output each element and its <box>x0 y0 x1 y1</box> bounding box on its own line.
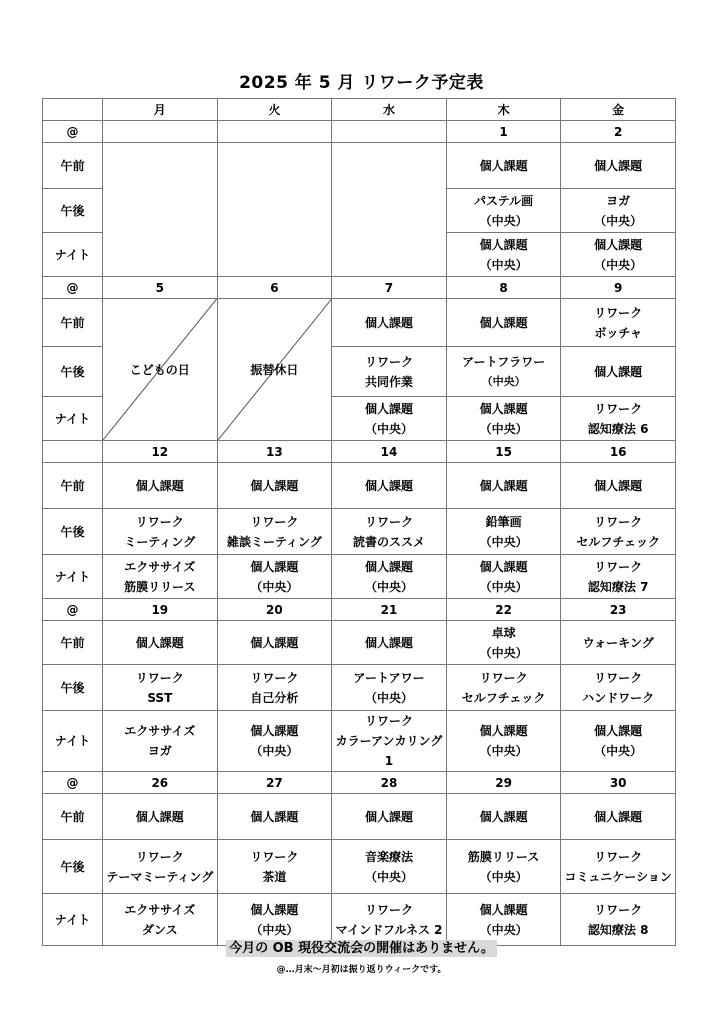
location-text: （中央） <box>250 922 299 937</box>
date-cell: 21 <box>332 599 447 621</box>
activity-text: 認知療法 7 <box>587 579 649 594</box>
activity-text: 個人課題 <box>479 401 528 416</box>
holiday-cell <box>103 299 218 441</box>
day-header-fri: 金 <box>561 99 676 121</box>
location-text: （中央） <box>479 922 528 937</box>
activity-text: リワーク <box>594 670 643 685</box>
location-text: （中央） <box>479 213 528 228</box>
schedule-cell <box>561 397 676 441</box>
date-cell: 29 <box>446 772 561 794</box>
row-label-pm: 午後 <box>43 840 103 894</box>
activity-text: 個人課題 <box>479 559 528 574</box>
day-header-tue: 火 <box>217 99 332 121</box>
holiday-cell <box>217 299 332 441</box>
activity-text: ボッチャ <box>594 325 642 340</box>
row-label-am: 午前 <box>43 143 103 189</box>
activity-text: 個人課題 <box>250 559 299 574</box>
date-cell: 19 <box>103 599 218 621</box>
activity-text: SST <box>147 690 173 705</box>
activity-text: 鉛筆画 <box>485 514 522 529</box>
am-row <box>43 299 676 347</box>
schedule-cell <box>103 509 218 555</box>
activity-text: リワーク <box>250 670 299 685</box>
activity-text: リワーク <box>594 849 643 864</box>
activity-text: 筋膜リリース <box>124 579 196 594</box>
date-cell: 9 <box>561 277 676 299</box>
location-text: （中央） <box>479 744 528 758</box>
date-cell: 16 <box>561 441 676 463</box>
notice-text: 今月の OB 現役交流会の開催はありません。 <box>226 940 497 957</box>
location-text: （中央） <box>364 869 413 884</box>
schedule-cell <box>332 397 447 441</box>
activity-text: 筋膜リリース <box>467 849 540 864</box>
activity-text: リワーク <box>135 849 184 864</box>
empty-cell <box>217 143 332 277</box>
location-text: （中央） <box>479 534 528 549</box>
schedule-cell <box>332 665 447 711</box>
schedule-cell: 個人課題 <box>217 621 332 665</box>
schedule-cell <box>446 347 561 397</box>
am-row <box>43 143 676 189</box>
activity-text: リワーク <box>594 559 643 574</box>
schedule-cell: 個人課題 <box>561 347 676 397</box>
date-row <box>43 599 676 621</box>
empty-cell <box>103 143 218 277</box>
schedule-cell: 個人課題 <box>446 463 561 509</box>
schedule-cell <box>332 840 447 894</box>
row-label-am: 午前 <box>43 299 103 347</box>
day-header-mon: 月 <box>103 99 218 121</box>
activity-text: リワーク <box>594 305 643 320</box>
activity-text: リワーク <box>594 514 643 529</box>
row-label-at: @ <box>43 599 103 621</box>
row-label-am: 午前 <box>43 794 103 840</box>
row-label-at: @ <box>43 121 103 143</box>
holiday-label: こどもの日 <box>129 362 190 377</box>
activity-text: 共同作業 <box>364 374 413 389</box>
schedule-cell <box>103 840 218 894</box>
schedule-cell: 個人課題 <box>561 463 676 509</box>
row-label-am: 午前 <box>43 621 103 665</box>
schedule-cell: 個人課題 <box>446 143 561 189</box>
schedule-cell <box>446 189 561 233</box>
activity-text: 個人課題 <box>364 401 413 416</box>
schedule-cell <box>446 397 561 441</box>
location-text: （中央） <box>364 421 413 436</box>
schedule-cell: 個人課題 <box>332 299 447 347</box>
date-cell: 15 <box>446 441 561 463</box>
location-text: （中央） <box>594 257 643 272</box>
activity-text: 個人課題 <box>479 902 528 917</box>
schedule-cell <box>217 509 332 555</box>
location-text: （中央） <box>364 690 413 705</box>
row-label-pm: 午後 <box>43 665 103 711</box>
am-row <box>43 794 676 840</box>
schedule-cell <box>561 509 676 555</box>
schedule-cell: 個人課題 <box>103 794 218 840</box>
location-text: （中央） <box>364 579 413 594</box>
activity-text: コミュニケーション <box>564 869 672 884</box>
activity-text: リワーク <box>364 354 413 369</box>
location-text: （中央） <box>479 579 528 594</box>
schedule-cell <box>561 665 676 711</box>
activity-text: 個人課題 <box>479 237 528 252</box>
activity-text: リワーク <box>364 714 413 728</box>
date-cell: 23 <box>561 599 676 621</box>
date-cell <box>217 121 332 143</box>
pm-row <box>43 840 676 894</box>
activity-text: 個人課題 <box>594 724 643 738</box>
row-label-night: ナイト <box>43 233 103 277</box>
location-text: （中央） <box>594 213 643 228</box>
schedule-cell <box>217 711 332 772</box>
row-label-at: @ <box>43 772 103 794</box>
schedule-cell: 個人課題 <box>217 463 332 509</box>
date-cell: 12 <box>103 441 218 463</box>
schedule-cell <box>332 711 447 772</box>
date-row <box>43 277 676 299</box>
footnote: @…月末～月初は振り返りウィークです。 <box>276 965 447 975</box>
schedule-cell <box>446 621 561 665</box>
date-cell: 30 <box>561 772 676 794</box>
am-row <box>43 621 676 665</box>
activity-text: アートアワー <box>353 670 425 685</box>
corner-cell <box>43 99 103 121</box>
schedule-cell: 個人課題 <box>561 143 676 189</box>
activity-text: ヨガ <box>147 744 172 758</box>
schedule-cell <box>103 555 218 599</box>
schedule-cell: 個人課題 <box>332 621 447 665</box>
activity-text: 自己分析 <box>250 690 299 705</box>
pm-row <box>43 665 676 711</box>
activity-text: 雑談ミーティング <box>226 534 322 549</box>
row-label-am: 午前 <box>43 463 103 509</box>
row-label-night: ナイト <box>43 397 103 441</box>
activity-text: セルフチェック <box>461 690 546 705</box>
activity-text: エクササイズ <box>124 559 196 574</box>
schedule-cell <box>217 555 332 599</box>
activity-text: 読書のススメ <box>352 534 425 549</box>
date-cell: 20 <box>217 599 332 621</box>
row-label-night: ナイト <box>43 555 103 599</box>
date-cell: 26 <box>103 772 218 794</box>
location-text: （中央） <box>479 257 528 272</box>
date-row <box>43 121 676 143</box>
activity-text: エクササイズ <box>124 724 196 738</box>
row-label-pm: 午後 <box>43 509 103 555</box>
activity-text: リワーク <box>594 902 643 917</box>
activity-text: ミーティング <box>124 534 196 549</box>
row-label-empty <box>43 441 103 463</box>
activity-text: 個人課題 <box>479 724 528 738</box>
schedule-cell <box>332 509 447 555</box>
schedule-cell: ウォーキング <box>561 621 676 665</box>
activity-text: リワーク <box>250 514 299 529</box>
schedule-cell: 個人課題 <box>103 463 218 509</box>
activity-text: アートフラワー <box>461 354 546 369</box>
header-row <box>43 99 676 121</box>
activity-text: リワーク <box>479 670 528 685</box>
location-text: （中央） <box>594 744 643 758</box>
row-label-pm: 午後 <box>43 189 103 233</box>
activity-text: 認知療法 6 <box>587 421 649 436</box>
activity-text: リワーク <box>364 514 413 529</box>
row-label-pm: 午後 <box>43 347 103 397</box>
activity-text: リワーク <box>250 849 299 864</box>
schedule-cell <box>446 665 561 711</box>
activity-text: 個人課題 <box>364 559 413 574</box>
activity-text: 個人課題 <box>250 902 299 917</box>
schedule-cell: 個人課題 <box>561 794 676 840</box>
schedule-cell <box>561 711 676 772</box>
schedule-cell: 個人課題 <box>332 794 447 840</box>
activity-text: 茶道 <box>262 869 287 884</box>
schedule-cell <box>561 233 676 277</box>
activity-text: 音楽療法 <box>364 849 413 864</box>
location-text: （中央） <box>250 744 299 758</box>
activity-text: リワーク <box>135 670 184 685</box>
schedule-cell: 個人課題 <box>446 299 561 347</box>
holiday-label: 振替休日 <box>250 362 299 377</box>
activity-text: 個人課題 <box>250 724 299 738</box>
schedule-cell <box>446 840 561 894</box>
date-cell: 6 <box>217 277 332 299</box>
activity-text: 個人課題 <box>594 237 643 252</box>
schedule-cell <box>332 555 447 599</box>
schedule-cell: 個人課題 <box>217 794 332 840</box>
ob-meeting-notice <box>0 937 723 956</box>
night-row <box>43 711 676 772</box>
activity-text: ハンドワーク <box>582 690 655 705</box>
schedule-cell <box>332 347 447 397</box>
date-row <box>43 772 676 794</box>
location-text: （中央） <box>479 869 528 884</box>
schedule-cell <box>561 555 676 599</box>
night-row <box>43 555 676 599</box>
schedule-cell: 個人課題 <box>332 463 447 509</box>
schedule-cell: 個人課題 <box>446 794 561 840</box>
activity-text: リワーク <box>364 902 413 917</box>
date-cell: 1 <box>446 121 561 143</box>
date-cell: 13 <box>217 441 332 463</box>
date-cell <box>103 121 218 143</box>
date-cell: 7 <box>332 277 447 299</box>
activity-text: マインドフルネス 2 <box>335 922 443 937</box>
schedule-cell <box>561 189 676 233</box>
date-cell: 2 <box>561 121 676 143</box>
date-cell: 8 <box>446 277 561 299</box>
date-cell: 14 <box>332 441 447 463</box>
schedule-cell <box>103 665 218 711</box>
date-cell <box>332 121 447 143</box>
pm-row <box>43 509 676 555</box>
schedule-cell <box>446 233 561 277</box>
activity-text: 認知療法 8 <box>587 922 649 937</box>
activity-text: パステル画 <box>473 193 534 208</box>
activity-text: ダンス <box>141 922 178 937</box>
row-label-night: ナイト <box>43 711 103 772</box>
location-text: （中央） <box>481 374 526 388</box>
activity-text: エクササイズ <box>124 902 196 917</box>
am-row <box>43 463 676 509</box>
day-header-thu: 木 <box>446 99 561 121</box>
activity-text: カラーアンカリング 1 <box>335 734 443 768</box>
day-header-wed: 水 <box>332 99 447 121</box>
schedule-cell <box>446 509 561 555</box>
row-label-at: @ <box>43 277 103 299</box>
location-text: （中央） <box>479 645 528 660</box>
activity-text: リワーク <box>594 401 643 416</box>
date-cell: 27 <box>217 772 332 794</box>
activity-text: セルフチェック <box>576 534 661 549</box>
schedule-cell <box>217 840 332 894</box>
location-text: （中央） <box>250 579 299 594</box>
activity-text: ヨガ <box>606 193 631 208</box>
schedule-table <box>42 98 676 946</box>
schedule-cell <box>446 555 561 599</box>
activity-text: テーマミーティング <box>106 869 214 884</box>
schedule-cell <box>446 711 561 772</box>
date-row <box>43 441 676 463</box>
date-cell: 22 <box>446 599 561 621</box>
date-cell: 5 <box>103 277 218 299</box>
page-title: 2025 年 5 月 リワーク予定表 <box>239 73 484 93</box>
activity-text: リワーク <box>135 514 184 529</box>
activity-text: 卓球 <box>491 625 516 640</box>
location-text: （中央） <box>479 421 528 436</box>
schedule-cell <box>561 299 676 347</box>
schedule-cell: 個人課題 <box>103 621 218 665</box>
row-label-night: ナイト <box>43 894 103 946</box>
empty-cell <box>332 143 447 277</box>
schedule-cell <box>103 711 218 772</box>
schedule-cell <box>561 840 676 894</box>
schedule-cell <box>217 665 332 711</box>
date-cell: 28 <box>332 772 447 794</box>
